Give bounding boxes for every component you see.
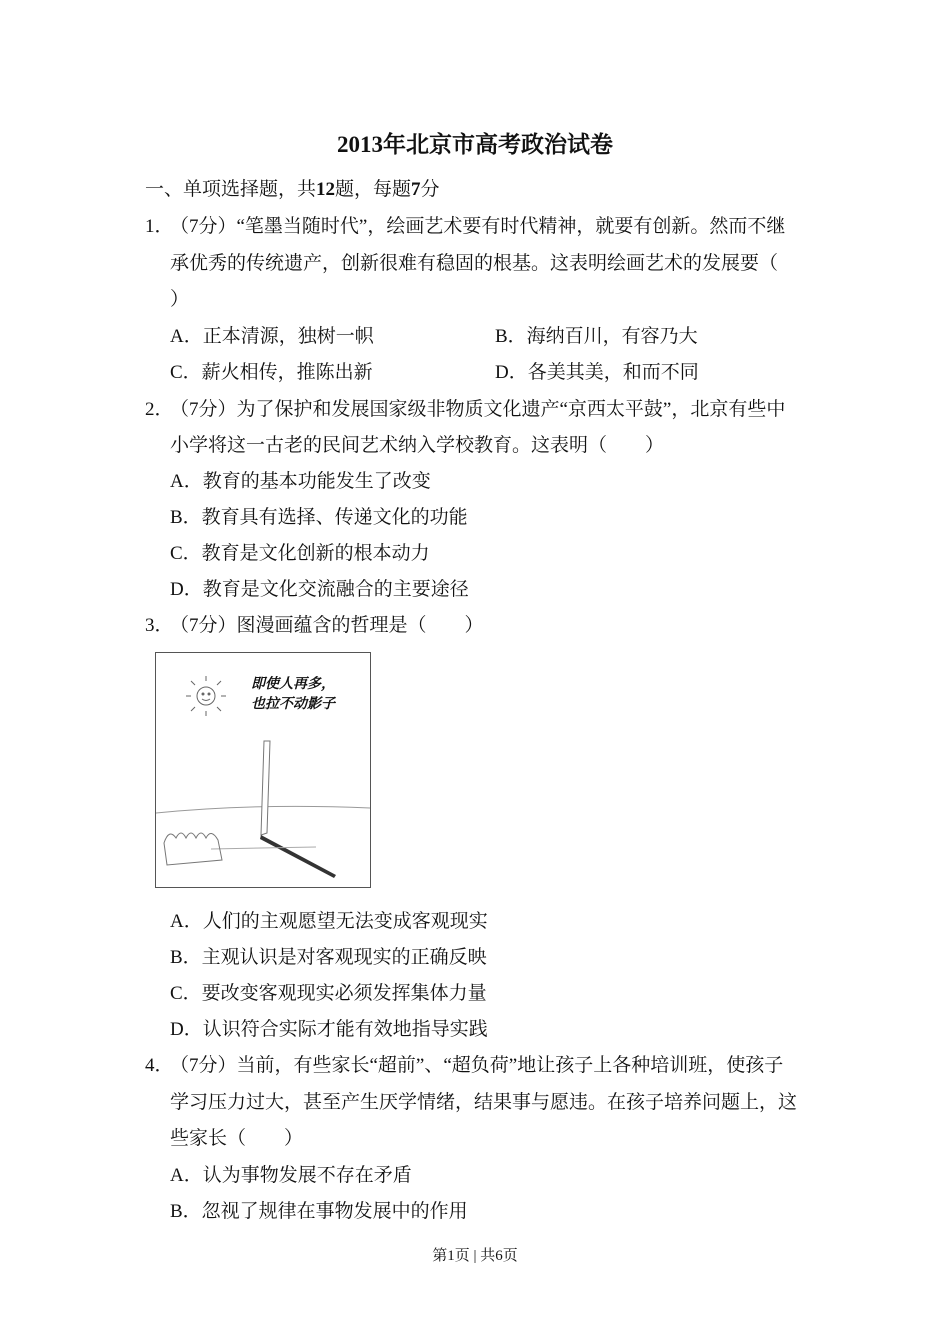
option-a: A．人们的主观愿望无法变成客观现实 [170, 911, 488, 932]
cartoon-caption: 也拉不动影子 [251, 697, 335, 712]
option-d: D．各美其美，和而不同 [495, 362, 699, 383]
page-title: 2013年北京市高考政治试卷 [337, 132, 613, 157]
question-text: 些家长（ ） [170, 1128, 304, 1149]
option-b: B．主观认识是对客观现实的正确反映 [170, 947, 487, 968]
option-c: C．薪火相传，推陈出新 [170, 362, 373, 383]
option-a: A．正本清源，独树一帜 [170, 326, 374, 347]
cartoon-caption: 即使人再多， [251, 677, 335, 692]
option-b: B．忽视了规律在事物发展中的作用 [170, 1201, 468, 1222]
option-a: A．认为事物发展不存在矛盾 [170, 1165, 412, 1186]
option-a: A．教育的基本功能发生了改变 [170, 471, 431, 492]
question-number: 1． [145, 216, 174, 237]
question-text: （7分）图漫画蕴含的哲理是（ ） [170, 615, 484, 636]
question-number: 2． [145, 399, 174, 420]
section-heading: 一、单项选择题，共12题，每题7分 [145, 179, 440, 200]
question-text: （7分）当前，有些家长“超前”、“超负荷”地让孩子上各种培训班，使孩子 [170, 1055, 784, 1076]
question-number: 4． [145, 1055, 174, 1076]
sun-icon [186, 676, 226, 716]
option-b: B．海纳百川，有容乃大 [495, 326, 698, 347]
question-text: 学习压力过大，甚至产生厌学情绪，结果事与愿违。在孩子培养问题上，这 [170, 1092, 798, 1113]
option-c: C．要改变客观现实必须发挥集体力量 [170, 983, 487, 1004]
option-b: B．教育具有选择、传递文化的功能 [170, 507, 468, 528]
question-text: （7分）“笔墨当随时代”，绘画艺术要有时代精神，就要有创新。然而不继 [170, 216, 786, 237]
option-c: C．教育是文化创新的根本动力 [170, 543, 430, 564]
question-text: ） [170, 289, 190, 310]
question-number: 3． [145, 615, 174, 636]
option-d: D．认识符合实际才能有效地指导实践 [170, 1019, 488, 1040]
page-footer: 第1页 | 共6页 [432, 1248, 518, 1264]
question-text: 承优秀的传统遗产，创新很难有稳固的根基。这表明绘画艺术的发展要（ [170, 253, 779, 274]
question-text: 小学将这一古老的民间艺术纳入学校教育。这表明（ ） [170, 435, 665, 456]
cartoon-image [155, 652, 371, 888]
option-d: D．教育是文化交流融合的主要途径 [170, 579, 469, 600]
question-text: （7分）为了保护和发展国家级非物质文化遗产“京西太平鼓”，北京有些中 [170, 399, 786, 420]
